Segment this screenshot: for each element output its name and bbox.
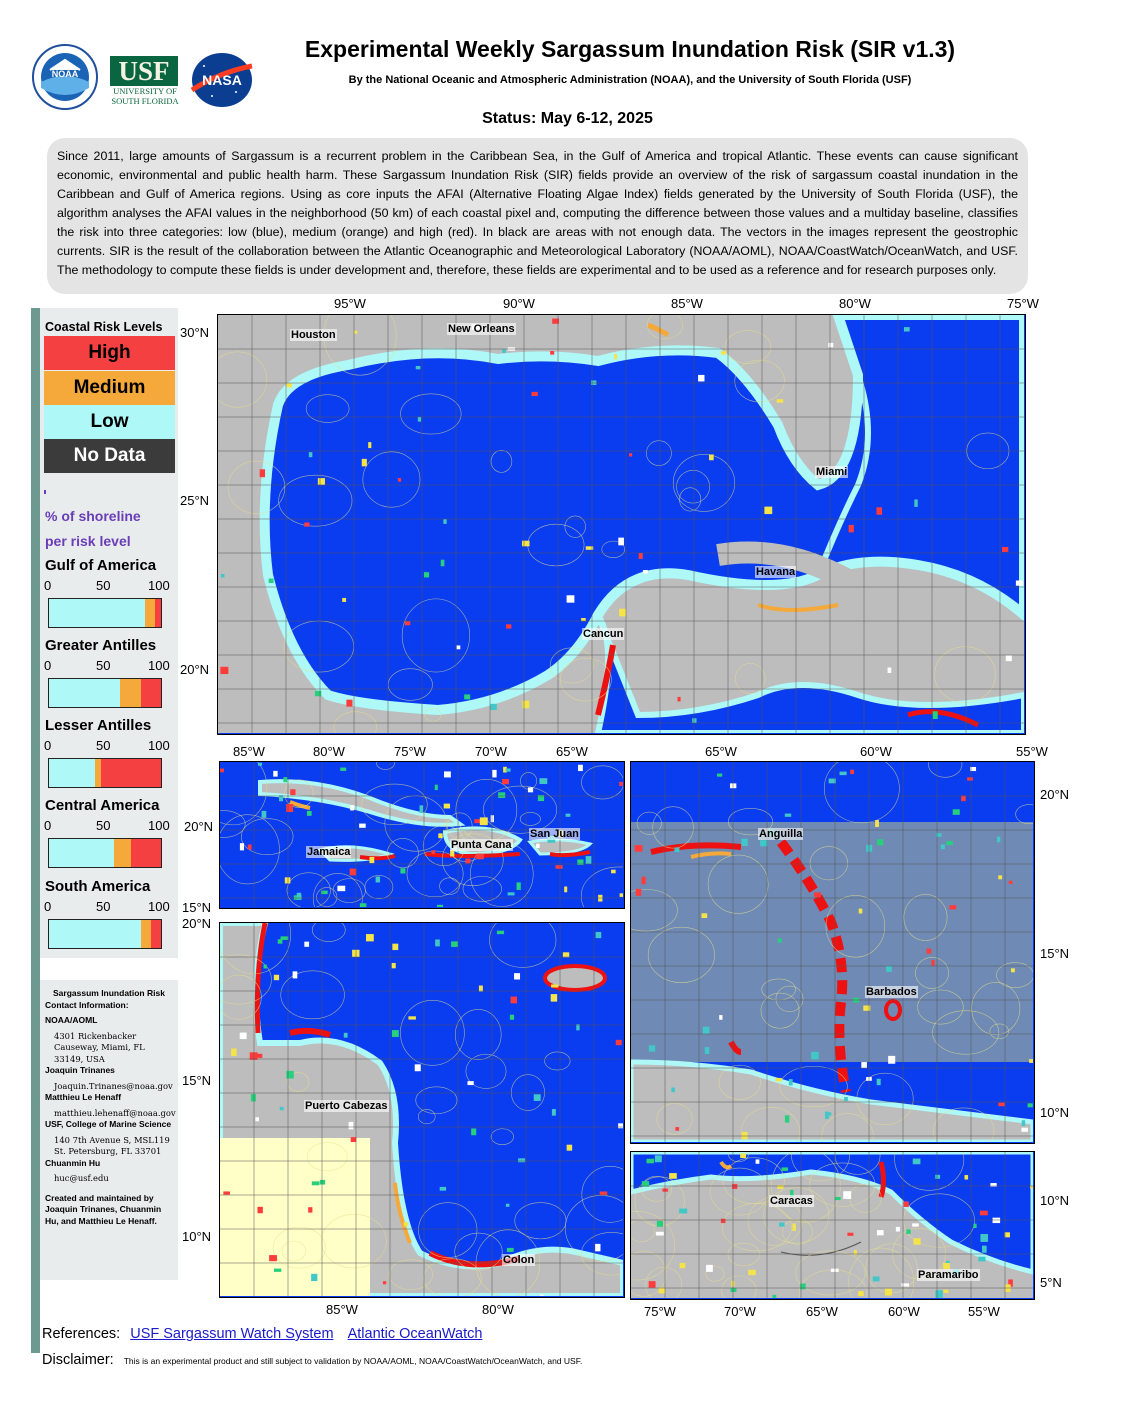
bar-segment-medium [114, 839, 131, 867]
central-lat-20: 20°N [182, 916, 212, 931]
region-name: Lesser Antilles [45, 717, 152, 734]
region-tick: 100 [148, 818, 170, 833]
region-name: Central America [45, 797, 160, 814]
gulf-lon-95: 95°W [334, 296, 366, 311]
contact-email1[interactable]: Joaquin.Trinanes@noaa.gov [54, 1080, 173, 1091]
city-new-orleans: New Orleans [448, 323, 515, 335]
contact-person1: Joaquin Trinanes [45, 1065, 115, 1075]
lesser-lon-55: 55°W [1016, 744, 1048, 759]
region-name: South America [45, 878, 151, 895]
page-subtitle: By the National Oceanic and Atmospheric Administration (NOAA), and the University of South Florida (USF) [348, 74, 912, 86]
city-jamaica: Jamaica [307, 846, 351, 858]
region-risk-bar [48, 678, 162, 708]
bar-segment-medium [141, 920, 151, 948]
south-lat-10: 10°N [1040, 1193, 1070, 1208]
contact-org2: USF, College of Marine Science [45, 1119, 172, 1129]
bar-segment-low [49, 839, 114, 867]
region-risk-bar [48, 598, 162, 628]
atlantic-oceanwatch-link[interactable]: Atlantic OceanWatch [347, 1326, 483, 1342]
lesser-lat-10: 10°N [1040, 1105, 1070, 1120]
region-name: Gulf of America [45, 557, 157, 574]
risk-level-high: High [44, 336, 175, 370]
south-lon-55: 55°W [968, 1304, 1000, 1319]
contact-person3: Chuanmin Hu [45, 1157, 101, 1168]
city-miami: Miami [816, 466, 848, 478]
bar-segment-medium [120, 679, 141, 707]
contact-person2: Matthieu Le Henaff [45, 1092, 122, 1102]
contact-addr2-l1: 140 7th Avenue S, MSL119 [54, 1134, 170, 1145]
gulf-lat-20: 20°N [180, 662, 210, 677]
gulf-lon-80: 80°W [839, 296, 871, 311]
contact-email3[interactable]: huc@usf.edu [54, 1173, 109, 1183]
lesser-lat-20: 20°N [1040, 787, 1070, 802]
contact-org1: NOAA/AOML [45, 1015, 98, 1025]
city-puerto-cabezas: Puerto Cabezas [305, 1100, 388, 1112]
region-tick: 0 [44, 818, 52, 833]
bar-segment-high [151, 920, 161, 948]
central-lat-10: 10°N [182, 1229, 212, 1244]
risk-levels-title: Coastal Risk Levels [45, 320, 163, 334]
gulf-lat-30: 30°N [180, 325, 210, 340]
region-tick: 50 [96, 578, 111, 593]
central-america-map [219, 922, 625, 1298]
contact-label: Contact Information: [45, 999, 129, 1010]
region-tick: 100 [148, 658, 170, 673]
south-lon-70: 70°W [724, 1304, 756, 1319]
contact-credits: Created and maintained by Joaquin Trinanes, Chuanmin Hu, and Matthieu Le Henaff. [45, 1192, 162, 1226]
city-caracas: Caracas [770, 1195, 813, 1207]
region-tick: 0 [44, 658, 52, 673]
city-san-juan: San Juan [530, 828, 579, 840]
south-lon-75: 75°W [644, 1304, 676, 1319]
central-lat-15: 15°N [182, 1073, 212, 1088]
city-colon: Colon [503, 1254, 535, 1266]
city-barbados: Barbados [866, 986, 917, 998]
bar-segment-low [49, 599, 145, 627]
contact-heading: Sargassum Inundation Risk [53, 988, 165, 998]
bar-segment-medium [145, 599, 155, 627]
city-punta-cana: Punta Cana [451, 839, 512, 851]
antilles-lon-85: 85°W [233, 744, 265, 759]
central-lon-85: 85°W [326, 1302, 358, 1317]
region-tick: 100 [148, 738, 170, 753]
description-text: Since 2011, large amounts of Sargassum is a recurrent problem in the Caribbean Sea, in the Gulf of America and tropical Atlantic. These events can cause significant economic, environmental and public health harm. These Sargassum Inundation Risk (SIR) fields provide an overview of the risk of sargassum coastal inundation in the Caribbean and Gulf of America regions. Using as core inputs the AFAI (Alternative Floating Algae Index) fields generated by the University of South Florida (USF), the algorithm analyses the AFAI values in the neighborhood (50 km) of each coastal pixel and, computing the difference between those values and a multiday baseline, classifies the risk into three categories: low (blue), medium (orange) and high (red). In black are areas with not enough data. The vectors in the images represent the geostrophic currents. SIR is the result of the collaboration between the Atlantic Oceanographic and Meteorological Laboratory (NOAA/AOML), NOAA/CoastWatch/OceanWatch, and USF. The methodology to compute these fields is under development and, therefore, these fields are experimental and to be used as a reference and for research purposes only. [57, 149, 1018, 277]
antilles-lat-20: 20°N [184, 819, 214, 834]
divider-line [44, 490, 46, 494]
noaa-logo [32, 44, 98, 110]
lesser-lon-60: 60°W [860, 744, 892, 759]
antilles-lon-70: 70°W [475, 744, 507, 759]
gulf-lat-25: 25°N [180, 493, 210, 508]
description-box [47, 138, 1028, 294]
contact-email2[interactable]: matthieu.lehenaff@noaa.gov [54, 1107, 176, 1118]
lesser-lon-65: 65°W [705, 744, 737, 759]
city-havana: Havana [756, 566, 796, 578]
south-lon-60: 60°W [888, 1304, 920, 1319]
shoreline-pct-title-line2: per risk level [45, 533, 131, 549]
region-tick: 50 [96, 899, 111, 914]
bar-segment-low [49, 920, 141, 948]
disclaimer-row [42, 1352, 582, 1368]
region-risk-bar [48, 919, 162, 949]
gulf-of-america-map [217, 314, 1026, 735]
lesser-lat-15: 15°N [1040, 946, 1070, 961]
south-lat-5: 5°N [1040, 1275, 1062, 1290]
contact-panel [40, 980, 178, 1280]
shoreline-pct-title [45, 504, 175, 554]
region-tick: 0 [44, 738, 52, 753]
bar-segment-high [131, 839, 161, 867]
contact-addr1-l2: Causeway, Miami, FL [54, 1042, 145, 1052]
risk-level-low: Low [44, 405, 175, 439]
region-tick: 50 [96, 818, 111, 833]
sidebar-accent-bar [31, 308, 40, 1353]
region-tick: 0 [44, 899, 52, 914]
references-label: References: [42, 1326, 121, 1342]
references-row [42, 1326, 482, 1342]
usf-logo: USF UNIVERSITY OF SOUTH FLORIDA [111, 56, 179, 106]
city-houston: Houston [291, 329, 336, 341]
risk-level-no-data: No Data [44, 439, 175, 473]
contact-addr2-l2: St. Petersburg, FL 33701 [54, 1146, 162, 1156]
contact-addr1-l3: 33149, USA [54, 1053, 105, 1064]
region-tick: 100 [148, 578, 170, 593]
bar-segment-high [141, 679, 161, 707]
central-lon-80: 80°W [482, 1302, 514, 1317]
page-title: Experimental Weekly Sargassum Inundation Risk (SIR v1.3) [304, 36, 956, 62]
antilles-lat-15: 15°N [182, 900, 212, 915]
bar-segment-high [155, 599, 161, 627]
svg-text:NASA: NASA [202, 72, 242, 88]
contact-addr1-l1: 4301 Rickenbacker [54, 1030, 137, 1041]
region-tick: 50 [96, 658, 111, 673]
city-anguilla: Anguilla [759, 828, 803, 840]
region-tick: 50 [96, 738, 111, 753]
risk-level-medium: Medium [44, 371, 175, 405]
gulf-lon-75: 75°W [1007, 296, 1039, 311]
disclaimer-text: This is an experimental product and still subject to validation by NOAA/AOML, NOAA/CoastWatch/OceanWatch, and USF. [123, 1356, 583, 1366]
region-risk-bar [48, 838, 162, 868]
city-cancun: Cancun [583, 628, 624, 640]
region-tick: 0 [44, 578, 52, 593]
region-risk-bar [48, 758, 162, 788]
bar-segment-low [49, 759, 95, 787]
city-paramaribo: Paramaribo [918, 1269, 979, 1281]
disclaimer-label: Disclaimer: [42, 1352, 114, 1368]
gulf-lon-90: 90°W [503, 296, 535, 311]
south-lon-65: 65°W [806, 1304, 838, 1319]
antilles-lon-65: 65°W [556, 744, 588, 759]
region-name: Greater Antilles [45, 637, 157, 654]
antilles-lon-75: 75°W [394, 744, 426, 759]
bar-segment-low [49, 679, 120, 707]
status-date: Status: May 6-12, 2025 [482, 110, 653, 127]
gulf-lon-85: 85°W [671, 296, 703, 311]
svg-text:NOAA: NOAA [51, 69, 79, 79]
antilles-lon-80: 80°W [313, 744, 345, 759]
usf-sargassum-link[interactable]: USF Sargassum Watch System [130, 1326, 334, 1342]
bar-segment-high [101, 759, 161, 787]
lesser-antilles-map [630, 761, 1035, 1144]
region-tick: 100 [148, 899, 170, 914]
shoreline-pct-title-line1: % of shoreline [45, 508, 141, 524]
